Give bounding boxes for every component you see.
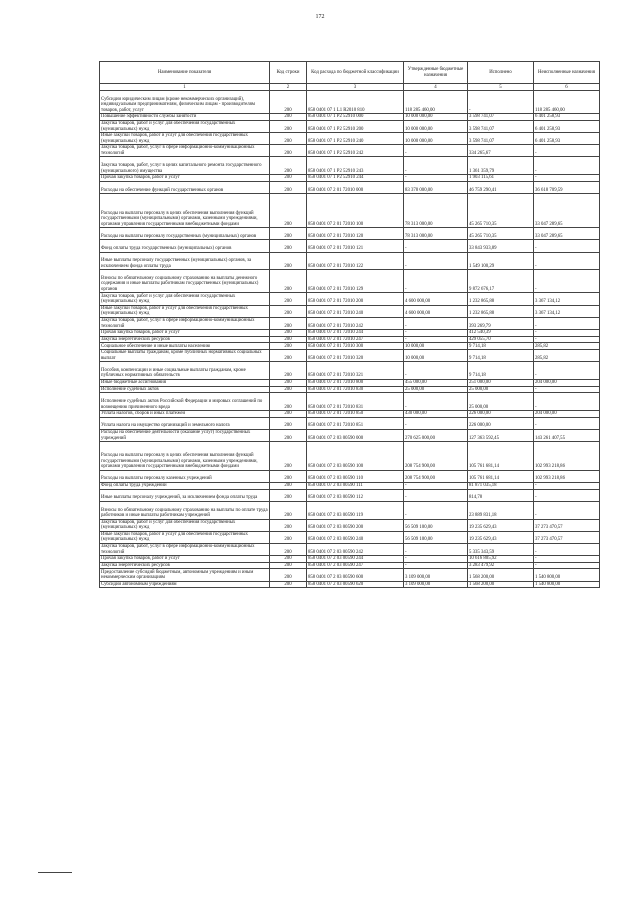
table-row	[100, 581, 600, 588]
executed-amount: 19 235 629,43	[468, 531, 534, 543]
unexecuted-amount: 1 540 800,00	[534, 569, 600, 581]
executed-amount: 33 843 933,89	[468, 240, 534, 252]
expense-code: 858 0401 07 2 01 72010 247	[307, 336, 404, 343]
header-expense-code: Код расхода по бюджетной классификации	[307, 62, 404, 84]
line-code: 200	[270, 386, 307, 393]
page-number: 172	[315, 14, 325, 20]
unexecuted-amount: -	[534, 157, 600, 175]
table-row	[100, 330, 600, 337]
approved-amount: -	[404, 556, 468, 563]
table-row	[100, 305, 600, 317]
executed-amount: 251 000,00	[468, 379, 534, 386]
unexecuted-amount: -	[534, 417, 600, 429]
line-code: 200	[270, 240, 307, 252]
line-code: 200	[270, 569, 307, 581]
line-code: 200	[270, 145, 307, 157]
line-code: 200	[270, 519, 307, 531]
expense-code: 858 0401 07 2 03 00590 620	[307, 581, 404, 588]
approved-amount: 455 000,00	[404, 379, 468, 386]
executed-amount: -	[468, 91, 534, 114]
line-code: 200	[270, 181, 307, 193]
approved-amount: 10 000 000,00	[404, 120, 468, 132]
unexecuted-amount: -	[534, 386, 600, 393]
unexecuted-amount: 36 618 709,59	[534, 181, 600, 193]
executed-amount: 45 265 710,35	[468, 194, 534, 228]
table-row	[100, 133, 600, 145]
line-code: 200	[270, 330, 307, 337]
table-row	[100, 336, 600, 343]
approved-amount: -	[404, 562, 468, 569]
approved-amount: 4 600 000,00	[404, 293, 468, 305]
executed-amount: 1 232 865,88	[468, 293, 534, 305]
approved-amount: -	[404, 489, 468, 501]
table-row	[100, 120, 600, 132]
line-code: 200	[270, 228, 307, 240]
unexecuted-amount: 37 273 470,57	[534, 531, 600, 543]
table-row	[100, 470, 600, 482]
approved-amount: 208 754 900,00	[404, 442, 468, 471]
expense-code: 858 0401 07 2 01 72010 800	[307, 379, 404, 386]
indicator-name: Закупка товаров, работ и услуг для обеспечения государственных (муниципальных) нужд	[100, 120, 270, 132]
table-row	[100, 531, 600, 543]
table-row	[100, 417, 600, 429]
executed-amount: 393 269,79	[468, 317, 534, 329]
unexecuted-amount: 143 261 407,55	[534, 429, 600, 441]
column-index: 6	[534, 84, 600, 91]
approved-amount: 78 313 000,00	[404, 194, 468, 228]
table-row	[100, 482, 600, 489]
expense-code: 858 0401 07 2 01 72010 121	[307, 240, 404, 252]
unexecuted-amount: -	[534, 543, 600, 555]
expense-code: 858 0401 07 2 01 72010 850	[307, 411, 404, 418]
expense-code: 858 0401 07 1 P2 52910 244	[307, 175, 404, 182]
indicator-name: Взносы по обязательному социальному страхованию на выплаты по оплате труда работников и иные выплаты работникам учреждений	[100, 501, 270, 519]
expense-code: 858 0401 07 2 01 72010 851	[307, 417, 404, 429]
approved-amount: 10 000,00	[404, 350, 468, 362]
table-row	[100, 252, 600, 270]
approved-amount: 56 509 100,00	[404, 519, 468, 531]
expense-code: 858 0401 07 2 03 00590 244	[307, 556, 404, 563]
executed-amount: 9 872 676,17	[468, 270, 534, 293]
header-executed: Исполнено	[468, 62, 534, 84]
indicator-name: Предоставление субсидий бюджетным, автономным учреждениям и иным некоммерческим организациям	[100, 569, 270, 581]
column-index-row	[100, 84, 600, 91]
executed-amount: 81 871 035,18	[468, 482, 534, 489]
line-code: 200	[270, 91, 307, 114]
executed-amount: 334 265,67	[468, 145, 534, 157]
line-code: 200	[270, 411, 307, 418]
unexecuted-amount: -	[534, 175, 600, 182]
line-code: 200	[270, 379, 307, 386]
executed-amount: 1 361 359,79	[468, 157, 534, 175]
approved-amount: -	[404, 362, 468, 380]
line-code: 200	[270, 175, 307, 182]
unexecuted-amount: -	[534, 145, 600, 157]
approved-amount: -	[404, 157, 468, 175]
table-row	[100, 386, 600, 393]
unexecuted-amount: 6 401 258,93	[534, 133, 600, 145]
unexecuted-amount: 102 993 218,86	[534, 442, 600, 471]
executed-amount: 3 598 741,07	[468, 133, 534, 145]
header-indicator-name: Наименование показателя	[100, 62, 270, 84]
unexecuted-amount: 37 273 470,57	[534, 519, 600, 531]
unexecuted-amount: 6 401 258,93	[534, 114, 600, 121]
indicator-name: Расходы на выплаты персоналу в целях обеспечения выполнения функций государственными (муниципальными) органами, казенными учреждениями, органами управления государственными внебюджетными фондами	[100, 194, 270, 228]
indicator-name: Субсидии автономным учреждениям	[100, 581, 270, 588]
expense-code: 858 0401 07 2 01 72010 321	[307, 362, 404, 380]
approved-amount: -	[404, 317, 468, 329]
indicator-name: Иные закупки товаров, работ и услуг для обеспечения государственных (муниципальных) нужд	[100, 305, 270, 317]
indicator-name: Расходы на обеспечение функций государственных органов	[100, 181, 270, 193]
table-row	[100, 350, 600, 362]
executed-amount: 1 568 200,00	[468, 569, 534, 581]
unexecuted-amount: 204 000,00	[534, 411, 600, 418]
approved-amount: 10 000 000,00	[404, 114, 468, 121]
table-row	[100, 411, 600, 418]
approved-amount: -	[404, 145, 468, 157]
indicator-name: Фонд оплаты труда государственных (муниципальных) органов	[100, 240, 270, 252]
indicator-name: Иные закупки товаров, работ и услуг для обеспечения государственных (муниципальных) нужд	[100, 531, 270, 543]
indicator-name: Расходы на выплаты персоналу государственных (муниципальных) органов	[100, 228, 270, 240]
table-row	[100, 556, 600, 563]
line-code: 200	[270, 157, 307, 175]
table-row	[100, 270, 600, 293]
approved-amount: 118 285 460,00	[404, 91, 468, 114]
line-code: 200	[270, 531, 307, 543]
indicator-name: Социальные выплаты гражданам, кроме публичных нормативных социальных выплат	[100, 350, 270, 362]
table-row	[100, 317, 600, 329]
table-row	[100, 91, 600, 114]
indicator-name: Прочая закупка товаров, работ и услуг	[100, 556, 270, 563]
executed-amount: 1 568 200,00	[468, 581, 534, 588]
approved-amount: 10 000 000,00	[404, 133, 468, 145]
line-code: 200	[270, 252, 307, 270]
footnote-divider	[38, 872, 72, 873]
executed-amount: 3 283 479,92	[468, 562, 534, 569]
line-code: 200	[270, 581, 307, 588]
expense-code: 858 0401 07 2 01 72010 831	[307, 393, 404, 411]
indicator-name: Закупка товаров, работ и услуг для обеспечения государственных (муниципальных) нужд	[100, 519, 270, 531]
indicator-name: Прочая закупка товаров, работ и услуг	[100, 175, 270, 182]
column-index: 5	[468, 84, 534, 91]
indicator-name: Иные выплаты персоналу государственных (муниципальных) органов, за исключением фонда оплаты труда	[100, 252, 270, 270]
line-code: 200	[270, 362, 307, 380]
unexecuted-amount: -	[534, 362, 600, 380]
indicator-name: Уплата налога на имущество организаций и земельного налога	[100, 417, 270, 429]
expense-code: 858 0401 07 2 03 00590 200	[307, 519, 404, 531]
expense-code: 858 0401 07 2 03 00590 247	[307, 562, 404, 569]
approved-amount: 56 509 100,00	[404, 531, 468, 543]
table-row	[100, 362, 600, 380]
expense-code: 858 0401 07 2 03 00590 242	[307, 543, 404, 555]
table-row	[100, 489, 600, 501]
indicator-name: Иные бюджетные ассигнования	[100, 379, 270, 386]
table-row	[100, 393, 600, 411]
executed-amount: 3 598 741,07	[468, 114, 534, 121]
approved-amount: 4 600 000,00	[404, 305, 468, 317]
indicator-name: Расходы на выплаты персоналу в целях обеспечения выполнения функций государственными (муниципальными) органами, казенными учреждениями, органами управления государственными внебюджетными фондами	[100, 442, 270, 471]
column-index: 3	[307, 84, 404, 91]
executed-amount: 45 265 710,35	[468, 228, 534, 240]
line-code: 200	[270, 114, 307, 121]
unexecuted-amount: -	[534, 252, 600, 270]
table-row	[100, 343, 600, 350]
executed-amount: 105 761 681,14	[468, 470, 534, 482]
table-row	[100, 543, 600, 555]
expense-code: 858 0401 07 2 03 00590 112	[307, 489, 404, 501]
unexecuted-amount: 204 000,00	[534, 379, 600, 386]
table-row	[100, 379, 600, 386]
table-row	[100, 442, 600, 471]
approved-amount: -	[404, 252, 468, 270]
approved-amount: -	[404, 501, 468, 519]
line-code: 200	[270, 429, 307, 441]
table-row	[100, 114, 600, 121]
line-code: 200	[270, 393, 307, 411]
indicator-name: Социальное обеспечение и иные выплаты населению	[100, 343, 270, 350]
executed-amount: 23 889 831,18	[468, 501, 534, 519]
line-code: 200	[270, 270, 307, 293]
approved-amount: -	[404, 482, 468, 489]
unexecuted-amount: -	[534, 562, 600, 569]
approved-amount: -	[404, 175, 468, 182]
table-row	[100, 501, 600, 519]
approved-amount: 25 000,00	[404, 386, 468, 393]
table-row	[100, 145, 600, 157]
executed-amount: 9 714,18	[468, 343, 534, 350]
expense-code: 858 0401 07 1 L1 R2010 810	[307, 91, 404, 114]
indicator-name: Взносы по обязательному социальному страхованию на выплаты денежного содержания и иные выплаты работникам государственных (муниципальных) органов	[100, 270, 270, 293]
table-row	[100, 293, 600, 305]
unexecuted-amount: 1 540 800,00	[534, 581, 600, 588]
executed-amount: 46 759 290,41	[468, 181, 534, 193]
table-row	[100, 181, 600, 193]
line-code: 200	[270, 350, 307, 362]
approved-amount: -	[404, 240, 468, 252]
indicator-name: Закупка товаров, работ, услуг в сфере информационно-коммуникационных технологий	[100, 317, 270, 329]
executed-amount: 226 000,00	[468, 411, 534, 418]
table-body	[100, 91, 600, 588]
expense-code: 858 0401 07 2 03 00590 119	[307, 501, 404, 519]
unexecuted-amount: 118 285 460,00	[534, 91, 600, 114]
unexecuted-amount: -	[534, 482, 600, 489]
expense-code: 858 0401 07 1 P2 52910 200	[307, 120, 404, 132]
executed-amount: 1 232 865,88	[468, 305, 534, 317]
approved-amount: 3 109 000,00	[404, 581, 468, 588]
indicator-name: Исполнение судебных актов Российской Федерации и мировых соглашений по возмещению причиненного вреда	[100, 393, 270, 411]
indicator-name: Уплата налогов, сборов и иных платежей	[100, 411, 270, 418]
expense-code: 858 0401 07 1 P2 52910 243	[307, 157, 404, 175]
unexecuted-amount: 6 401 258,93	[534, 120, 600, 132]
executed-amount: 3 598 741,07	[468, 120, 534, 132]
expense-code: 858 0401 07 2 03 00590 100	[307, 442, 404, 471]
line-code: 200	[270, 482, 307, 489]
line-code: 200	[270, 293, 307, 305]
line-code: 200	[270, 133, 307, 145]
unexecuted-amount: -	[534, 336, 600, 343]
executed-amount: 1 549 100,29	[468, 252, 534, 270]
table-row	[100, 194, 600, 228]
line-code: 200	[270, 501, 307, 519]
approved-amount: -	[404, 336, 468, 343]
line-code: 200	[270, 543, 307, 555]
table-row	[100, 562, 600, 569]
expense-code: 858 0401 07 2 01 72010 100	[307, 194, 404, 228]
line-code: 200	[270, 343, 307, 350]
line-code: 200	[270, 120, 307, 132]
expense-code: 858 0401 07 1 P2 52910 000	[307, 114, 404, 121]
executed-amount: 19 235 629,43	[468, 519, 534, 531]
unexecuted-amount: -	[534, 240, 600, 252]
table-row	[100, 228, 600, 240]
table-row	[100, 175, 600, 182]
approved-amount: -	[404, 330, 468, 337]
indicator-name: Закупка товаров, работ, услуг в сфере информационно-коммуникационных технологий	[100, 145, 270, 157]
indicator-name: Закупка энергетических ресурсов	[100, 562, 270, 569]
unexecuted-amount: 285,82	[534, 343, 600, 350]
table-row	[100, 569, 600, 581]
column-index: 4	[404, 84, 468, 91]
expense-code: 858 0401 07 2 03 00590 110	[307, 470, 404, 482]
line-code: 200	[270, 489, 307, 501]
unexecuted-amount: -	[534, 393, 600, 411]
expense-code: 858 0401 07 2 03 00590 600	[307, 569, 404, 581]
executed-amount: 10 616 805,92	[468, 556, 534, 563]
unexecuted-amount: -	[534, 270, 600, 293]
unexecuted-amount: -	[534, 330, 600, 337]
unexecuted-amount: 3 367 134,12	[534, 293, 600, 305]
table-row	[100, 429, 600, 441]
table-row	[100, 519, 600, 531]
approved-amount: 10 000,00	[404, 343, 468, 350]
line-code: 200	[270, 336, 307, 343]
executed-amount: 412 540,39	[468, 330, 534, 337]
expense-code: 858 0401 07 2 01 72010 242	[307, 317, 404, 329]
indicator-name: Повышение эффективности службы занятости	[100, 114, 270, 121]
table-row	[100, 240, 600, 252]
line-code: 200	[270, 194, 307, 228]
indicator-name: Фонд оплаты труда учреждений	[100, 482, 270, 489]
indicator-name: Пособия, компенсации и иные социальные выплаты гражданам, кроме публичных нормативных обязательств	[100, 362, 270, 380]
expense-code: 858 0401 07 2 01 72010 129	[307, 270, 404, 293]
line-code: 200	[270, 305, 307, 317]
indicator-name: Расходы на выплаты персоналу казенных учреждений	[100, 470, 270, 482]
indicator-name: Закупка энергетических ресурсов	[100, 336, 270, 343]
header-approved: Утвержденные бюджетные назначения	[404, 62, 468, 84]
expense-code: 858 0401 07 2 01 72010 200	[307, 293, 404, 305]
executed-amount: 814,78	[468, 489, 534, 501]
budget-execution-table	[99, 61, 600, 588]
executed-amount: 9 714,18	[468, 350, 534, 362]
expense-code: 858 0401 07 2 01 72010 300	[307, 343, 404, 350]
expense-code: 858 0401 07 2 01 72010 244	[307, 330, 404, 337]
unexecuted-amount: 33 047 289,65	[534, 194, 600, 228]
unexecuted-amount: -	[534, 317, 600, 329]
approved-amount: 3 109 000,00	[404, 569, 468, 581]
executed-amount: 25 000,00	[468, 393, 534, 411]
line-code: 200	[270, 556, 307, 563]
line-code: 200	[270, 317, 307, 329]
expense-code: 858 0401 07 2 01 72010 830	[307, 386, 404, 393]
indicator-name: Иные закупки товаров, работ и услуг для обеспечения государственных (муниципальных) нужд	[100, 133, 270, 145]
unexecuted-amount: 102 993 218,86	[534, 470, 600, 482]
approved-amount: -	[404, 393, 468, 411]
indicator-name: Исполнение судебных актов	[100, 386, 270, 393]
executed-amount: 429 055,70	[468, 336, 534, 343]
indicator-name: Прочая закупка товаров, работ и услуг	[100, 330, 270, 337]
line-code: 200	[270, 562, 307, 569]
executed-amount: 5 335 343,59	[468, 543, 534, 555]
table-row	[100, 157, 600, 175]
line-code: 200	[270, 470, 307, 482]
line-code: 200	[270, 442, 307, 471]
approved-amount: -	[404, 270, 468, 293]
executed-amount: 105 761 681,14	[468, 442, 534, 471]
approved-amount: -	[404, 417, 468, 429]
expense-code: 858 0401 07 2 03 00590 111	[307, 482, 404, 489]
unexecuted-amount: 33 047 289,65	[534, 228, 600, 240]
executed-amount: 25 000,00	[468, 386, 534, 393]
expense-code: 858 0401 07 2 01 72010 000	[307, 181, 404, 193]
unexecuted-amount: 285,82	[534, 350, 600, 362]
expense-code: 858 0401 07 1 P2 52910 242	[307, 145, 404, 157]
expense-code: 858 0401 07 1 P2 52910 240	[307, 133, 404, 145]
executed-amount: 226 000,00	[468, 417, 534, 429]
table-header-row	[100, 62, 600, 84]
approved-amount: 208 754 900,00	[404, 470, 468, 482]
indicator-name: Иные выплаты персоналу учреждений, за исключением фонда оплаты труда	[100, 489, 270, 501]
indicator-name: Субсидии юридическим лицам (кроме некоммерческих организаций), индивидуальным предпринимателям, физическим лицам - производителям товаров, работ, услуг	[100, 91, 270, 114]
executed-amount: 9 714,18	[468, 362, 534, 380]
expense-code: 858 0401 07 2 01 72010 122	[307, 252, 404, 270]
indicator-name: Закупка товаров, работ, услуг в сфере информационно-коммуникационных технологий	[100, 543, 270, 555]
column-index: 2	[270, 84, 307, 91]
executed-amount: 127 363 592,45	[468, 429, 534, 441]
unexecuted-amount: 3 367 134,12	[534, 305, 600, 317]
indicator-name: Расходы на обеспечение деятельности (оказание услуг) государственных учреждений	[100, 429, 270, 441]
expense-code: 858 0401 07 2 03 00590 000	[307, 429, 404, 441]
approved-amount: -	[404, 543, 468, 555]
expense-code: 858 0401 07 2 01 72010 320	[307, 350, 404, 362]
executed-amount: 1 903 115,61	[468, 175, 534, 182]
approved-amount: 270 625 000,00	[404, 429, 468, 441]
unexecuted-amount: -	[534, 556, 600, 563]
line-code: 200	[270, 417, 307, 429]
approved-amount: 78 313 000,00	[404, 228, 468, 240]
expense-code: 858 0401 07 2 03 00590 240	[307, 531, 404, 543]
approved-amount: 430 000,00	[404, 411, 468, 418]
expense-code: 858 0401 07 2 01 72010 240	[307, 305, 404, 317]
indicator-name: Закупка товаров, работ и услуг для обеспечения государственных (муниципальных) нужд	[100, 293, 270, 305]
header-unexecuted: Неисполненные назначения	[534, 62, 600, 84]
unexecuted-amount: -	[534, 489, 600, 501]
expense-code: 858 0401 07 2 01 72010 120	[307, 228, 404, 240]
indicator-name: Закупка товаров, работ, услуг в целях капитального ремонта государственного (муниципального) имущества	[100, 157, 270, 175]
header-line-code: Код строки	[270, 62, 307, 84]
approved-amount: 83 378 000,00	[404, 181, 468, 193]
unexecuted-amount: -	[534, 501, 600, 519]
column-index: 1	[100, 84, 270, 91]
